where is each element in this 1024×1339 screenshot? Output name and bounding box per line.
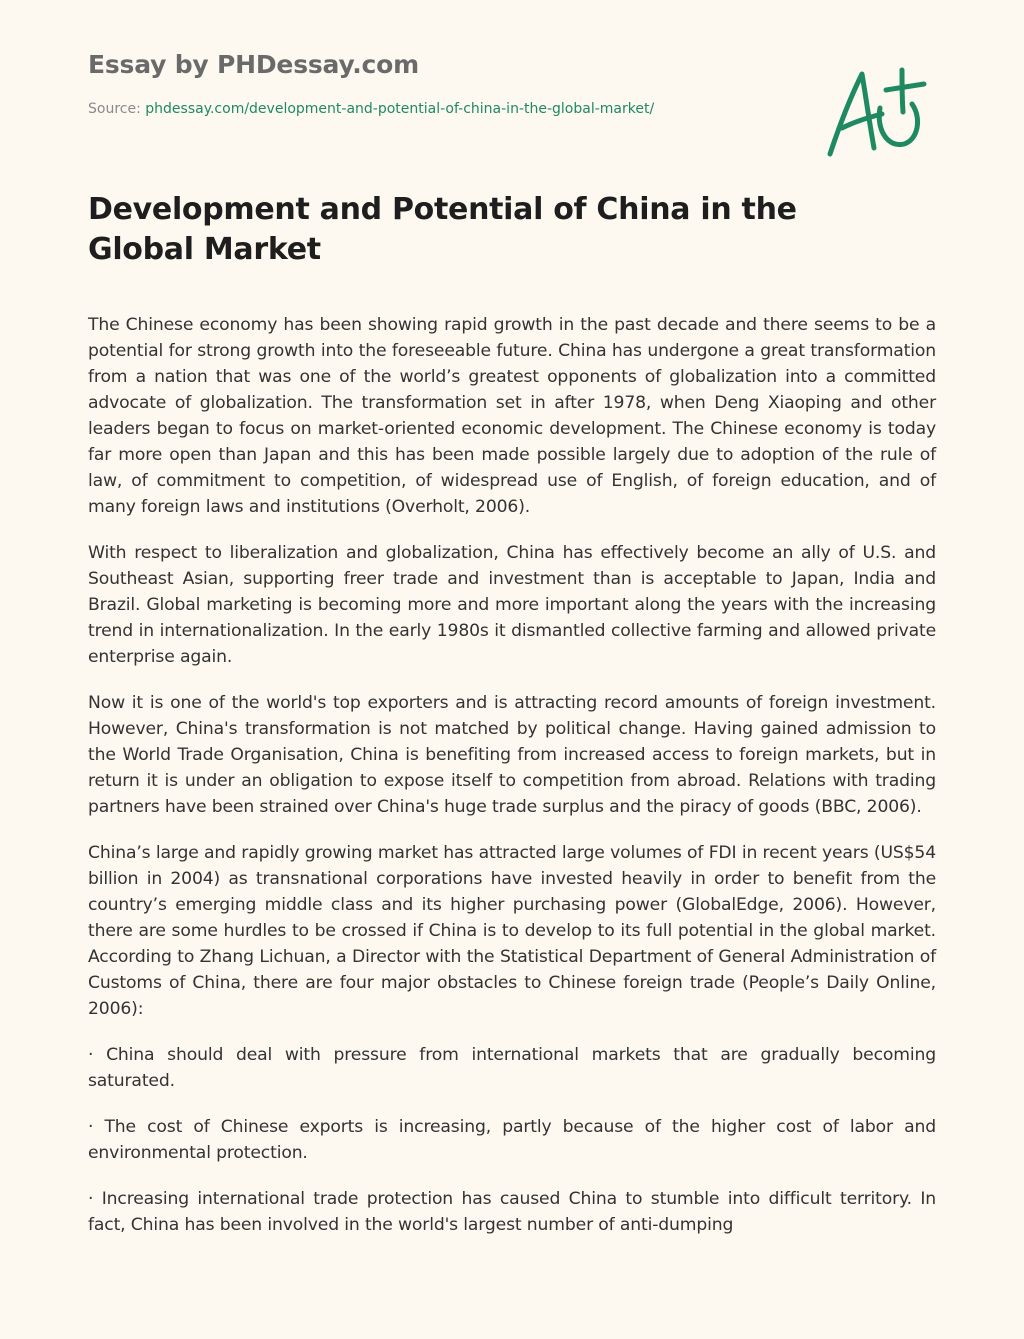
page-title: Development and Potential of China in the Global Market: [88, 192, 797, 267]
essay-body: [88, 312, 936, 1258]
source-link[interactable]: phdessay.com/development-and-potential-of-china-in-the-global-market/: [145, 101, 655, 117]
a-plus-icon: [820, 64, 930, 160]
paragraph: With respect to liberalization and globalization, China has effectively become an ally of U.S. and Southeast Asian, supporting freer trade and investment than is acceptable to Japan, India and Brazil. Global marketing is becoming more and more important along the years with the increasing trend in internationalization. In the early 1980s it dismantled collective farming and allowed private enterprise again.: [88, 543, 936, 667]
paragraph: Now it is one of the world's top exporters and is attracting record amounts of foreign investment. However, China's transformation is not matched by political change. Having gained admission to the World Trade Organisation, China is benefiting from increased access to foreign markets, but in return it is under an obligation to expose itself to competition from abroad. Relations with trading partners have been strained over China's huge trade surplus and the piracy of goods (BBC, 2006).: [88, 693, 936, 817]
source-label: Source:: [88, 101, 146, 117]
bullet-item: · China should deal with pressure from international markets that are gradually becoming saturated.: [88, 1045, 936, 1091]
paragraph: China’s large and rapidly growing market has attracted large volumes of FDI in recent years (US$54 billion in 2004) as transnational corporations have invested heavily in order to benefit from the country’s emerging middle class and its higher purchasing power (GlobalEdge, 2006). However, there are some hurdles to be crossed if China is to develop to its full potential in the global market. According to Zhang Lichuan, a Director with the Statistical Department of General Administration of Customs of China, there are four major obstacles to Chinese foreign trade (People’s Daily Online, 2006):: [88, 843, 936, 1019]
site-brand: Essay by PHDessay.com: [88, 50, 419, 79]
source-line: [88, 101, 654, 117]
bullet-item: · The cost of Chinese exports is increasing, partly because of the higher cost of labor and environmental protection.: [88, 1117, 936, 1163]
bullet-item: · Increasing international trade protection has caused China to stumble into difficult territory. In fact, China has been involved in the world's largest number of anti-dumping: [88, 1189, 936, 1235]
paragraph: The Chinese economy has been showing rapid growth in the past decade and there seems to be a potential for strong growth into the foreseeable future. China has undergone a great transformation from a nation that was one of the world’s greatest opponents of globalization into a committed advocate of globalization. The transformation set in after 1978, when Deng Xiaoping and other leaders began to focus on market-oriented economic development. The Chinese economy is today far more open than Japan and this has been made possible largely due to adoption of the rule of law, of commitment to competition, of widespread use of English, of foreign education, and of many foreign laws and institutions (Overholt, 2006).: [88, 315, 936, 517]
